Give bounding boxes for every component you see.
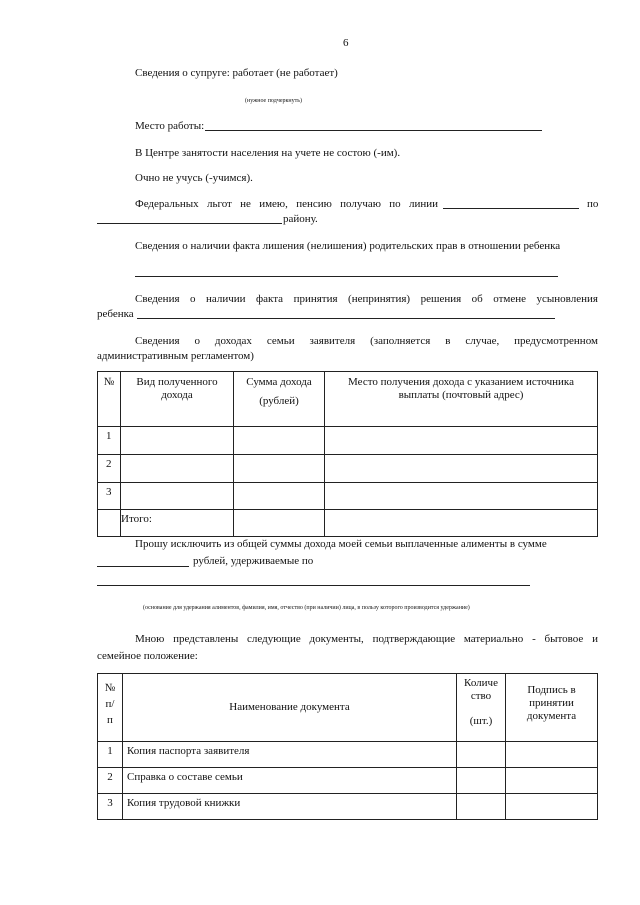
income-intro-word: предусмотренном — [514, 335, 598, 347]
docs-row-name: Справка о составе семьи — [123, 768, 457, 794]
docs-sign-cell[interactable] — [506, 794, 598, 820]
income-place-cell[interactable] — [325, 483, 598, 510]
table-row — [98, 510, 598, 537]
docs-row-num: 3 — [98, 794, 123, 820]
income-row-num: 1 — [98, 427, 121, 455]
income-intro-word: о — [194, 335, 200, 347]
income-table — [97, 371, 598, 537]
income-type-cell[interactable] — [121, 483, 234, 510]
benefits-word: по — [389, 198, 401, 210]
workplace-field[interactable] — [205, 130, 542, 131]
not-studying-text: Очно не учусь (-учимся). — [135, 172, 253, 184]
adoption-word: об — [471, 293, 483, 305]
table-row — [98, 455, 598, 483]
adoption-field[interactable] — [137, 318, 555, 319]
adoption-word: Сведения — [135, 293, 180, 305]
benefits-word: линии — [408, 198, 438, 210]
adoption-word: о — [190, 293, 196, 305]
docs-row-name: Копия паспорта заявителя — [123, 742, 457, 768]
income-row-num: 3 — [98, 483, 121, 510]
adoption-word: отмене — [493, 293, 527, 305]
spouse-info: Сведения о супруге: работает (не работает) — [135, 67, 338, 79]
employment-center-text: В Центре занятости населения на учете не состою (-им). — [135, 147, 401, 159]
income-place-cell[interactable] — [325, 455, 598, 483]
benefits-word: получаю — [340, 198, 381, 210]
docs-header-sign: Подпись в принятии документа — [506, 674, 598, 742]
income-intro-line2: административным регламентом) — [97, 350, 254, 362]
income-intro-word: семьи — [266, 335, 295, 347]
income-intro-word: заявителя — [309, 335, 356, 347]
alimony-basis-field[interactable] — [97, 585, 530, 586]
workplace-label: Место работы: — [135, 120, 205, 132]
income-intro-word: доходах — [214, 335, 252, 347]
docs-row-name: Копия трудовой книжки — [123, 794, 457, 820]
docs-intro-word: материально — [463, 633, 524, 645]
adoption-word: (непринятия) — [348, 293, 411, 305]
adoption-word: решения — [420, 293, 462, 305]
adoption-word: наличии — [205, 293, 246, 305]
benefits-word: льгот — [206, 198, 232, 210]
docs-intro-word: подтверждающие — [372, 633, 456, 645]
docs-qty-cell[interactable] — [457, 794, 506, 820]
docs-sign-cell[interactable] — [506, 742, 598, 768]
income-sum-cell[interactable] — [234, 483, 325, 510]
alimony-sum-field[interactable] — [97, 566, 189, 567]
benefits-district-field[interactable] — [97, 223, 282, 224]
docs-intro-word: представлены — [173, 633, 239, 645]
docs-intro-line2: семейное положение: — [97, 650, 198, 662]
income-total-sum-cell[interactable] — [234, 510, 325, 537]
benefits-po: по — [587, 198, 599, 210]
alimony-text: Прошу исключить из общей суммы дохода моей семьи выплаченные алименты в сумме — [135, 538, 547, 550]
docs-intro-word: и — [592, 633, 598, 645]
docs-qty-cell[interactable] — [457, 742, 506, 768]
income-header-place: Место получения дохода с указанием источника выплаты (почтовый адрес) — [325, 372, 598, 427]
adoption-word: принятия — [293, 293, 338, 305]
documents-table — [97, 673, 598, 820]
adoption-word: факта — [256, 293, 284, 305]
income-type-cell[interactable] — [121, 427, 234, 455]
income-type-cell[interactable] — [121, 455, 234, 483]
income-intro-word: в — [445, 335, 451, 347]
income-sum-cell[interactable] — [234, 455, 325, 483]
income-place-cell[interactable] — [325, 427, 598, 455]
adoption-word: усыновления — [536, 293, 598, 305]
page-number: 6 — [343, 37, 349, 49]
alimony-line2: рублей, удерживаемые по — [193, 555, 314, 567]
income-intro-word: случае, — [465, 335, 500, 347]
docs-qty-cell[interactable] — [457, 768, 506, 794]
benefits-word: не — [240, 198, 251, 210]
docs-header-qty: Количе ство (шт.) — [457, 674, 506, 742]
docs-intro-word: - — [532, 633, 536, 645]
docs-sign-cell[interactable] — [506, 768, 598, 794]
parental-rights-field[interactable] — [135, 276, 558, 277]
docs-intro-word: Мною — [135, 633, 165, 645]
docs-row-num: 1 — [98, 742, 123, 768]
income-intro-word: Сведения — [135, 335, 180, 347]
income-intro — [135, 335, 598, 348]
income-header-num: № — [98, 372, 121, 427]
benefits-district: району. — [283, 213, 318, 225]
table-row — [98, 794, 598, 820]
income-intro-word: (заполняется — [370, 335, 431, 347]
benefits-line-field[interactable] — [443, 208, 579, 209]
adoption-text — [135, 293, 598, 306]
income-total-place-cell[interactable] — [325, 510, 598, 537]
benefits-word: Федеральных — [135, 198, 199, 210]
docs-intro-word: документы, — [309, 633, 364, 645]
benefits-word: имею, — [259, 198, 288, 210]
income-header-type: Вид полученного дохода — [121, 372, 234, 427]
table-row — [98, 742, 598, 768]
income-total-label: Итого: — [121, 510, 234, 537]
docs-intro-word: бытовое — [544, 633, 584, 645]
income-header-sum: Сумма дохода (рублей) — [234, 372, 325, 427]
alimony-hint: (основание для удержания алиментов, фамилия, имя, отчество (при наличии) лица, в пользу которого производится удержание) — [143, 605, 470, 611]
docs-intro — [135, 633, 598, 646]
income-row-num: 2 — [98, 455, 121, 483]
table-row — [98, 483, 598, 510]
docs-intro-word: следующие — [247, 633, 301, 645]
table-row — [98, 427, 598, 455]
docs-header-num: № п/ п — [98, 674, 123, 742]
adoption-child-label: ребенка — [97, 308, 134, 320]
docs-row-num: 2 — [98, 768, 123, 794]
parental-rights-text: Сведения о наличии факта лишения (нелишения) родительских прав в отношении ребенка — [135, 240, 561, 252]
underline-hint: (нужное подчеркнуть) — [245, 98, 302, 104]
benefits-text — [135, 198, 438, 211]
income-total-num — [98, 510, 121, 537]
docs-header-name: Наименование документа — [123, 674, 457, 742]
table-row — [98, 768, 598, 794]
benefits-word: пенсию — [296, 198, 332, 210]
income-sum-cell[interactable] — [234, 427, 325, 455]
